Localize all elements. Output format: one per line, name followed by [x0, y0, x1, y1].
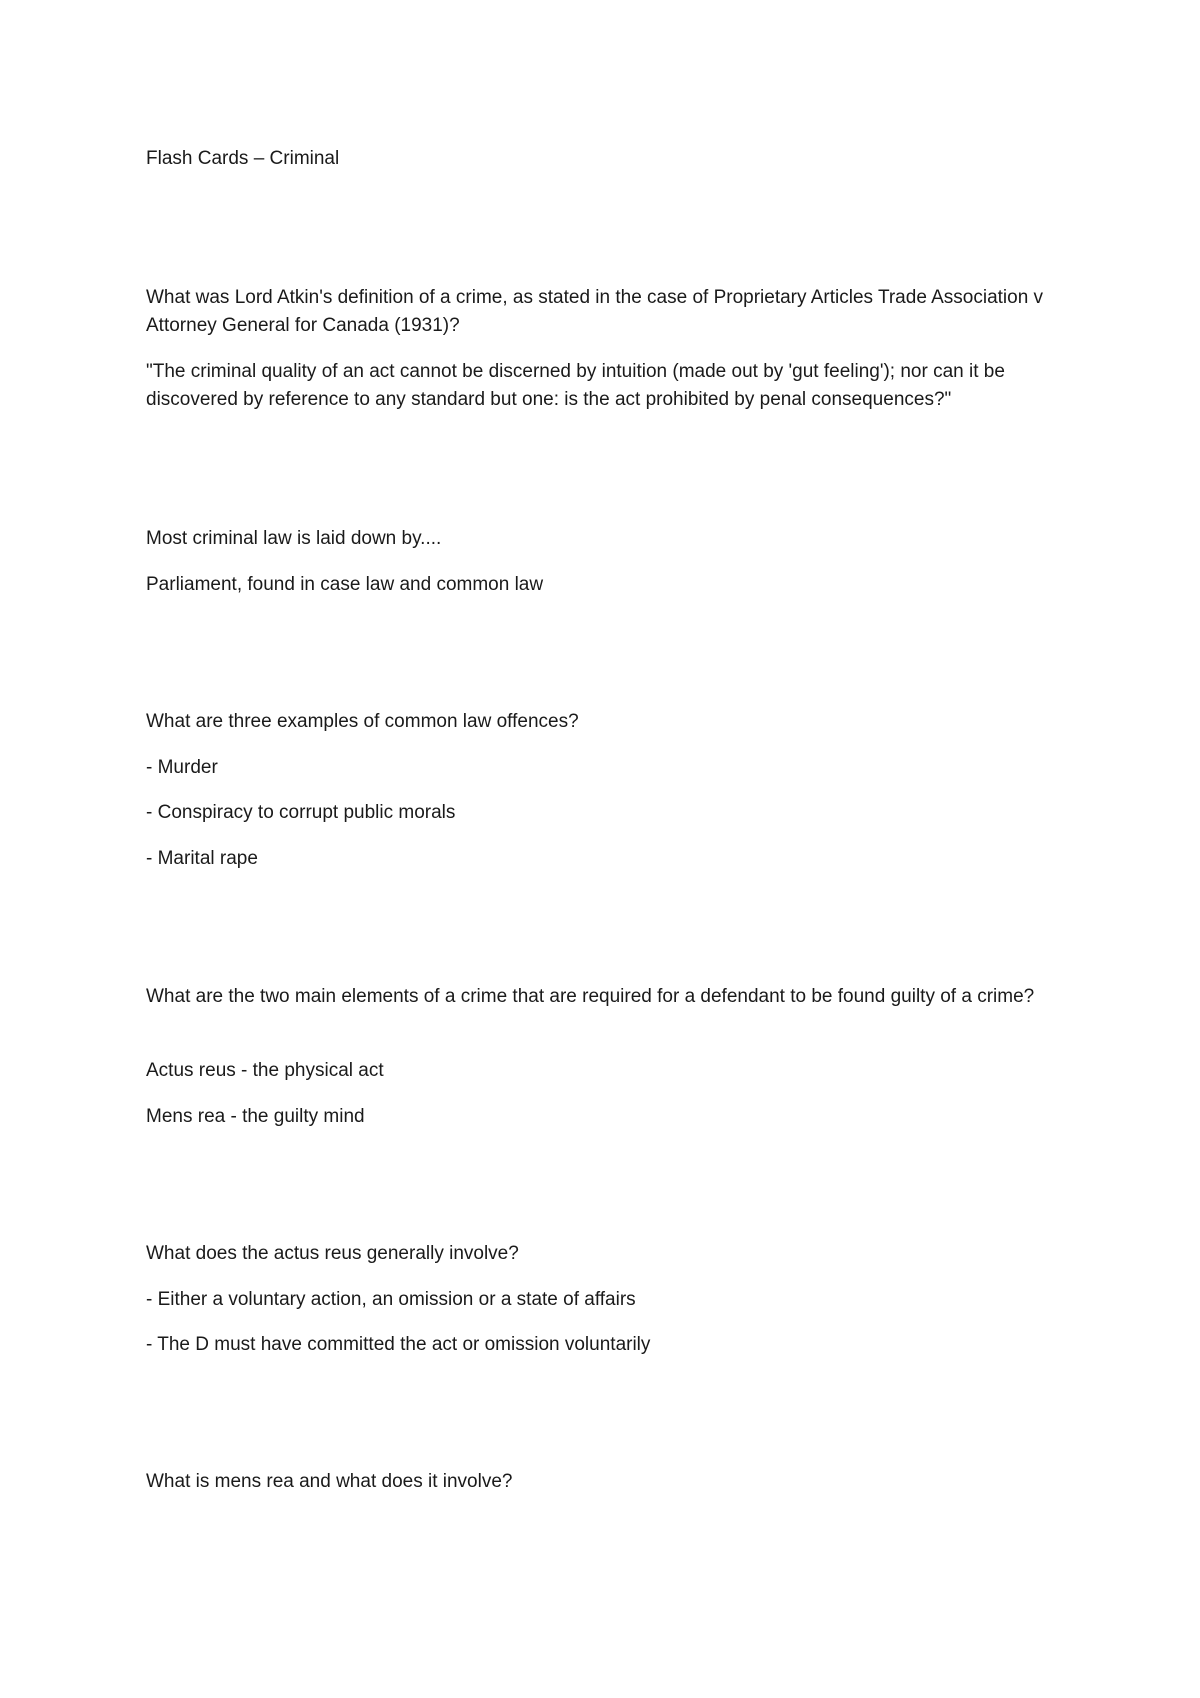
document-title: Flash Cards – Criminal — [146, 148, 340, 169]
card-1-answer-1: "The criminal quality of an act cannot be discerned by intuition (made out by 'gut feeling'); nor can it be discovered by reference to any standard but one: is the act prohibited by penal consequences?" — [146, 361, 1005, 410]
card-3-answer-3: - Marital rape — [146, 848, 258, 869]
card-4-answer-2: Mens rea - the guilty mind — [146, 1106, 365, 1127]
card-4-answer-1: Actus reus - the physical act — [146, 1060, 384, 1081]
card-2-question: Most criminal law is laid down by.... — [146, 528, 442, 549]
card-5-answer-2: - The D must have committed the act or omission voluntarily — [146, 1334, 651, 1355]
card-4-question: What are the two main elements of a crime that are required for a defendant to be found guilty of a crime? — [146, 986, 1035, 1007]
card-3-answer-1: - Murder — [146, 757, 218, 778]
card-1-question: What was Lord Atkin's definition of a crime, as stated in the case of Proprietary Articles Trade Association v Attorney General for Canada (1931)? — [146, 287, 1044, 336]
card-5-question: What does the actus reus generally involve? — [146, 1243, 519, 1264]
card-2-answer-1: Parliament, found in case law and common law — [146, 574, 544, 595]
card-3-answer-2: - Conspiracy to corrupt public morals — [146, 802, 456, 823]
card-5-answer-1: - Either a voluntary action, an omission or a state of affairs — [146, 1289, 636, 1310]
card-6-question: What is mens rea and what does it involve? — [146, 1471, 513, 1492]
card-3-question: What are three examples of common law offences? — [146, 711, 579, 732]
